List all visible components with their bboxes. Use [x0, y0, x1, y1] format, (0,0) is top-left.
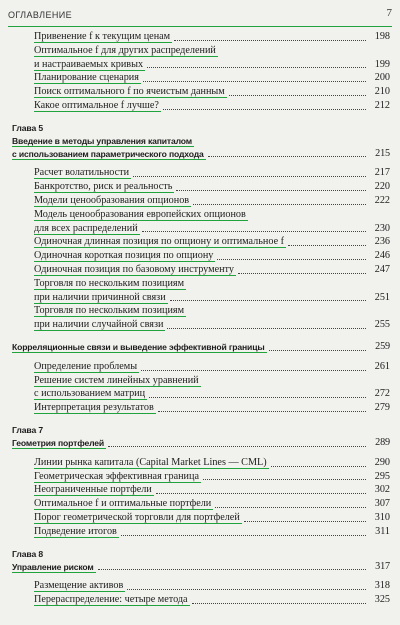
toc-entry-text[interactable]: при наличии случайной связи: [34, 319, 164, 331]
page-number: 7: [386, 7, 392, 19]
page-ref: 200: [372, 71, 390, 85]
toc-entry-text[interactable]: Размещение активов: [34, 580, 124, 592]
toc-entry-text[interactable]: Решение систем линейных уравнений: [34, 374, 199, 386]
toc-entry-text[interactable]: Перераспределение: четыре метода: [34, 594, 188, 606]
page-ref: 210: [372, 85, 390, 99]
page-ref: 261: [372, 360, 390, 374]
toc-entry-text[interactable]: Поиск оптимального f по ячеистым данным: [34, 86, 225, 98]
leader-dots: [163, 108, 366, 110]
page-ref: 212: [372, 99, 390, 113]
page-ref: 259: [372, 341, 390, 354]
toc-entry[interactable]: [12, 208, 390, 222]
chapter-label: Глава 5: [12, 122, 44, 133]
toc-entry[interactable]: [12, 180, 390, 194]
page-ref: 230: [372, 222, 390, 236]
leader-dots: [174, 39, 366, 41]
toc-entry[interactable]: [12, 456, 390, 470]
toc-entry-text[interactable]: Расчет волатильности: [34, 167, 130, 179]
toc-entry[interactable]: [12, 71, 390, 85]
leader-dots: [269, 349, 366, 351]
leader-dots: [176, 189, 366, 191]
leader-dots: [127, 588, 366, 590]
toc-entry-text[interactable]: для всех распределений: [34, 222, 138, 234]
toc-entry[interactable]: [12, 235, 390, 249]
page-ref: 251: [372, 291, 390, 305]
chapter-label: Глава 7: [12, 424, 44, 435]
leader-dots: [244, 520, 366, 522]
toc-entry[interactable]: [12, 85, 390, 99]
chapter-title[interactable]: с использованием параметрического подхода: [12, 148, 204, 159]
leader-dots: [156, 492, 366, 494]
toc-entry[interactable]: [12, 30, 390, 44]
page-ref: 222: [372, 194, 390, 208]
toc-entry[interactable]: [12, 470, 390, 484]
page-ref: 255: [372, 318, 390, 332]
page-ref: 220: [372, 180, 390, 194]
toc-entry-text[interactable]: Определение проблемы: [34, 360, 138, 372]
page-ref: 289: [372, 437, 390, 450]
page-ref: 295: [372, 470, 390, 484]
leader-dots: [192, 602, 366, 604]
leader-dots: [133, 175, 366, 177]
page-header: [8, 6, 392, 27]
page-ref: 290: [372, 456, 390, 470]
toc-entry[interactable]: [12, 511, 390, 525]
leader-dots: [208, 155, 366, 157]
toc-entry[interactable]: [12, 401, 390, 415]
toc-entry-text[interactable]: Геометрическая эффективная граница: [34, 470, 199, 482]
toc-entry[interactable]: [12, 58, 390, 72]
page-ref: 325: [372, 593, 390, 607]
leader-dots: [170, 299, 366, 301]
leader-dots: [98, 568, 366, 570]
chapter-label: Глава 8: [12, 548, 44, 559]
page-ref: 272: [372, 387, 390, 401]
toc-entry-text[interactable]: Оптимальное f и оптимальные портфели: [34, 498, 212, 510]
toc-entry[interactable]: [12, 222, 390, 236]
toc-entry-text[interactable]: Порог геометрической торговли для портфелей: [34, 511, 240, 523]
leader-dots: [288, 244, 366, 246]
chapter-title[interactable]: Геометрия портфелей: [12, 437, 105, 448]
page-ref: 318: [372, 579, 390, 593]
leader-dots: [217, 258, 366, 260]
toc-entry-text[interactable]: Привенение f к текущим ценам: [34, 31, 171, 42]
toc-entry-text[interactable]: и настраиваемых кривых: [34, 58, 144, 70]
toc-entry-text[interactable]: с использованием матриц: [34, 388, 146, 400]
leader-dots: [229, 94, 366, 96]
leader-dots: [167, 327, 366, 329]
toc-entry-text[interactable]: Одиночная позиция по базовому инструменту: [34, 263, 234, 275]
toc-entry[interactable]: [12, 194, 390, 208]
toc-entry-text[interactable]: Модель ценообразования европейских опционов: [34, 208, 246, 220]
chapter-title[interactable]: Корреляционные связи и выведение эффективной границы: [12, 341, 265, 352]
page-ref: 215: [372, 148, 390, 161]
leader-dots: [215, 506, 366, 508]
toc-entry-text[interactable]: Модели ценообразования опционов: [34, 194, 190, 206]
toc-entry[interactable]: [12, 263, 390, 277]
leader-dots: [149, 396, 366, 398]
leader-dots: [158, 410, 366, 412]
chapter-title-line[interactable]: [12, 341, 390, 354]
toc-entry[interactable]: [12, 360, 390, 374]
toc-entry-text[interactable]: Планирование сценария: [34, 72, 139, 84]
leader-dots: [271, 465, 366, 467]
page-ref: 246: [372, 249, 390, 263]
toc-entry[interactable]: [12, 277, 390, 291]
page-ref: 247: [372, 263, 390, 277]
chapter-title-line[interactable]: [12, 148, 390, 161]
toc-entry-text[interactable]: Интерпретация результатов: [34, 402, 154, 414]
toc-entry[interactable]: [12, 525, 390, 539]
toc-entry[interactable]: [12, 44, 390, 58]
leader-dots: [108, 445, 366, 447]
toc-entry[interactable]: [12, 318, 390, 332]
spacer: [12, 539, 390, 548]
toc-entry[interactable]: [12, 374, 390, 388]
toc-entry[interactable]: [12, 579, 390, 593]
toc-entry[interactable]: [12, 249, 390, 263]
leader-dots: [142, 230, 366, 232]
chapter-title[interactable]: Введение в методы управления капиталом: [12, 135, 192, 146]
toc-entry-text[interactable]: Какое оптимальное f лучше?: [34, 99, 159, 111]
toc-entry-text[interactable]: Оптимальное f для других распределений: [34, 44, 216, 56]
spacer: [12, 113, 390, 122]
toc-entry[interactable]: [12, 291, 390, 305]
leader-dots: [203, 478, 366, 480]
toc-entry-text[interactable]: Одиночная длинная позиция по опциону и оптимальное f: [34, 236, 285, 248]
page-ref: 217: [372, 166, 390, 180]
chapter-title-line[interactable]: [12, 135, 390, 148]
leader-dots: [141, 369, 366, 371]
toc-entry[interactable]: [12, 497, 390, 511]
table-of-contents: [12, 30, 390, 607]
leader-dots: [143, 80, 366, 82]
leader-dots: [238, 272, 366, 274]
leader-dots: [121, 534, 366, 536]
page-ref: 279: [372, 401, 390, 415]
spacer: [12, 415, 390, 424]
page-ref: 317: [372, 561, 390, 574]
toc-entry-text[interactable]: Торговля по нескольким позициям: [34, 305, 185, 317]
page-ref: 310: [372, 511, 390, 525]
toc-entry-text[interactable]: Торговля по нескольким позициям: [34, 277, 185, 289]
chapter-title-line[interactable]: [12, 561, 390, 574]
toc-entry-text[interactable]: Одиночная короткая позиция по опциону: [34, 250, 214, 262]
page-ref: 198: [372, 30, 390, 44]
leader-dots: [193, 203, 366, 205]
running-header: ОГЛАВЛЕНИЕ: [8, 10, 73, 20]
toc-entry-text[interactable]: при наличии причинной связи: [34, 291, 166, 303]
toc-entry[interactable]: [12, 99, 390, 113]
leader-dots: [147, 66, 366, 68]
toc-entry[interactable]: [12, 387, 390, 401]
toc-entry[interactable]: [12, 304, 390, 318]
spacer: [12, 332, 390, 341]
page-ref: 199: [372, 58, 390, 72]
toc-entry[interactable]: [12, 483, 390, 497]
page-ref: 302: [372, 483, 390, 497]
toc-entry-text[interactable]: Банкротство, риск и реальность: [34, 181, 173, 193]
chapter-title-line[interactable]: [12, 437, 390, 450]
page-ref: 311: [372, 525, 390, 539]
page-ref: 307: [372, 497, 390, 511]
toc-entry[interactable]: [12, 593, 390, 607]
toc-entry[interactable]: [12, 166, 390, 180]
chapter-title[interactable]: Управление риском: [12, 561, 94, 572]
toc-entry-text[interactable]: Подведение итогов: [34, 525, 117, 537]
toc-entry-text[interactable]: Неограниченные портфели: [34, 484, 152, 496]
page-ref: 236: [372, 235, 390, 249]
toc-entry-text[interactable]: Линии рынка капитала (Capital Market Lines — CML): [34, 456, 267, 468]
